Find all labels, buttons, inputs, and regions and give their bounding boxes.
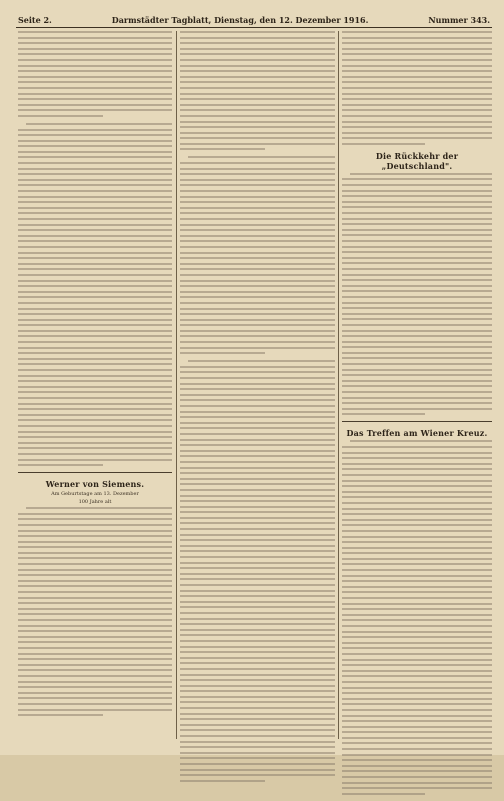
siemens-article-body	[18, 507, 172, 716]
column-divider-1	[176, 31, 177, 739]
text-block-1	[18, 31, 172, 117]
header-rule	[16, 27, 492, 28]
siemens-subline-2: 100 Jahre alt	[78, 499, 112, 506]
wiener-kreuz-headline: Das Treffen am Wiener Kreuz.	[346, 428, 488, 439]
text-block-4	[180, 156, 335, 354]
column-divider-2	[338, 31, 339, 739]
masthead-date: Darmstädter Tagblatt, Dienstag, den 12. Dezember 1916.	[111, 14, 369, 25]
column-1	[18, 31, 172, 722]
deutschland-article-body	[342, 173, 492, 416]
text-block-2	[18, 123, 172, 466]
article-separator	[18, 472, 172, 473]
column-2	[180, 31, 335, 788]
issue-number: Nummer 343.	[428, 14, 490, 25]
deutschland-headline: Die Rückkehr der „Deutschland".	[375, 150, 459, 171]
text-block-6	[342, 31, 492, 145]
page-number: Seite 2.	[18, 14, 52, 25]
column-3	[342, 31, 492, 801]
text-block-5	[180, 360, 335, 782]
page-header	[18, 14, 490, 25]
text-block-3	[180, 31, 335, 150]
article-separator-2	[342, 421, 492, 422]
siemens-subline-1: Am Geburtstage am 13. Dezember	[51, 491, 139, 498]
siemens-headline: Werner von Siemens.	[45, 479, 145, 490]
wiener-kreuz-article-body	[342, 440, 492, 794]
